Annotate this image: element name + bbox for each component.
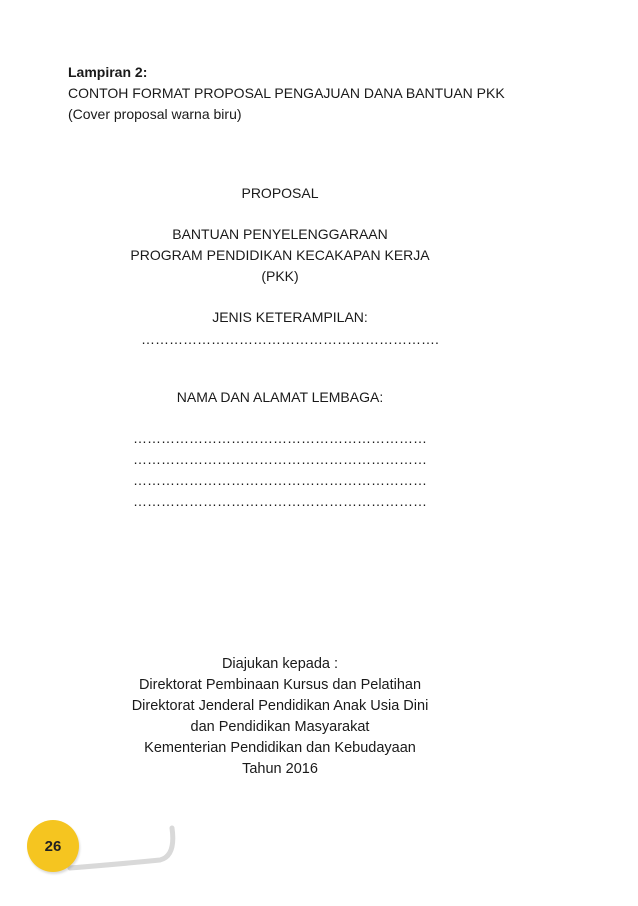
program-title-line2: PROGRAM PENDIDIKAN KECAKAPAN KERJA — [130, 247, 430, 263]
program-title — [0, 224, 560, 287]
submission-line4: Kementerian Pendidikan dan Kebudayaan — [144, 740, 416, 756]
skill-type-blank: ………………………………………………………. — [141, 331, 439, 347]
program-title-line1: BANTUAN PENYELENGGARAAN — [172, 226, 388, 242]
proposal-heading: PROPOSAL — [241, 185, 319, 201]
attachment-note: (Cover proposal warna biru) — [68, 106, 242, 122]
submission-line1: Direktorat Pembinaan Kursus dan Pelatihan — [138, 677, 422, 693]
submission-to-label: Diajukan kepada : — [221, 656, 339, 672]
institution-blanks — [0, 428, 560, 512]
institution-blank-line: ……………………………………………………… — [133, 430, 427, 446]
page-number: 26 — [44, 837, 62, 855]
institution-blank-line: ……………………………………………………… — [133, 472, 427, 488]
page-number-badge — [27, 820, 79, 872]
program-title-line3: (PKK) — [261, 268, 299, 284]
attachment-title: CONTOH FORMAT PROPOSAL PENGAJUAN DANA BANTUAN PKK — [68, 85, 505, 101]
submission-block — [0, 654, 560, 780]
institution-blank-line: ……………………………………………………… — [133, 451, 427, 467]
institution-label: NAMA DAN ALAMAT LEMBAGA: — [176, 389, 384, 405]
submission-year: Tahun 2016 — [242, 761, 318, 777]
attachment-label: Lampiran 2: — [68, 64, 148, 80]
submission-line3: dan Pendidikan Masyarakat — [190, 719, 370, 735]
skill-type-label: JENIS KETERAMPILAN: — [212, 309, 368, 325]
submission-line2: Direktorat Jenderal Pendidikan Anak Usia Dini — [131, 698, 429, 714]
attachment-header — [68, 62, 505, 125]
institution-blank-line: ……………………………………………………… — [133, 493, 427, 509]
